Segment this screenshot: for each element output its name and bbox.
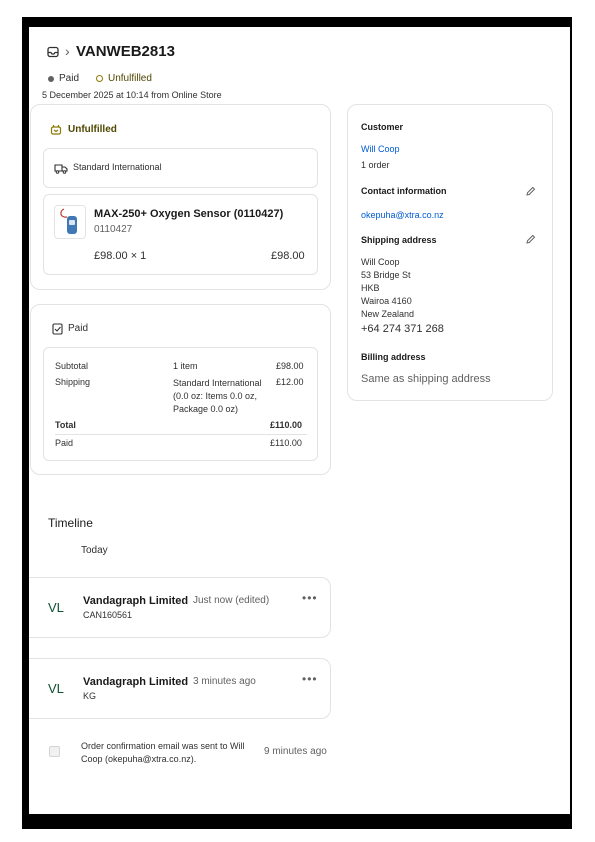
shipping-label: Shipping (55, 377, 91, 387)
shipping-address-line: HKB (361, 283, 380, 293)
payment-card (30, 304, 331, 475)
oxygen-sensor-icon (55, 206, 85, 238)
comment-menu-button[interactable]: ••• (302, 672, 318, 686)
comment-text: KG (83, 691, 97, 701)
customer-section-title: Customer (361, 122, 404, 132)
paid-dot-icon (48, 76, 54, 82)
total-value: £110.00 (270, 420, 303, 430)
timeline-comment-card (29, 577, 331, 638)
subtotal-value: £98.00 (276, 361, 304, 371)
timeline-event-time: 9 minutes ago (264, 746, 327, 757)
shipping-value: £12.00 (276, 377, 304, 387)
unfulfilled-package-icon (50, 123, 62, 135)
timeline-event-marker-icon (49, 746, 60, 757)
product-sku: 0110427 (94, 224, 133, 235)
orders-inbox-icon[interactable] (47, 46, 59, 58)
shipping-address-line: 53 Bridge St (361, 270, 411, 280)
billing-address-title: Billing address (361, 352, 426, 362)
fulfillment-status-badge: Unfulfilled (108, 73, 152, 84)
shipping-method-label: Standard International (73, 162, 162, 172)
comment-text: CAN160561 (83, 610, 133, 620)
shipping-method-box (43, 148, 318, 188)
timeline-day-label: Today (81, 545, 108, 556)
product-price-quantity: £98.00 × 1 (94, 250, 147, 262)
comment-time: 3 minutes ago (193, 676, 256, 687)
shipping-description: Standard International (0.0 oz: Items 0.0 oz, Package 0.0 oz) (173, 378, 262, 414)
shipping-address-title: Shipping address (361, 235, 437, 245)
unfulfilled-ring-icon (96, 75, 103, 82)
total-label: Total (55, 420, 76, 430)
billing-address-text: Same as shipping address (361, 373, 491, 385)
shipping-address-line: Will Coop (361, 257, 400, 267)
timeline-title: Timeline (48, 516, 93, 530)
customer-card (347, 104, 553, 401)
timeline-event-text: Order confirmation email was sent to Will Coop (okepuha@xtra.co.nz). (81, 741, 245, 764)
avatar: VL (48, 681, 64, 696)
payment-status-badge: Paid (59, 73, 80, 84)
customer-name-link[interactable]: Will Coop (361, 144, 400, 154)
subtotal-description: 1 item (173, 361, 198, 371)
shipping-address-line: New Zealand (361, 309, 415, 319)
product-line-total: £98.00 (271, 250, 305, 262)
contact-information-title: Contact information (361, 186, 447, 196)
subtotal-label: Subtotal (55, 361, 89, 371)
customer-orders-link[interactable]: 1 order (361, 160, 390, 170)
shipping-phone: +64 274 371 268 (361, 323, 444, 335)
contact-email-link[interactable]: okepuha@xtra.co.nz (361, 210, 444, 220)
order-date: 5 December 2025 at 10:14 from Online Store (42, 90, 222, 100)
edit-shipping-pencil-icon[interactable] (525, 234, 536, 245)
timeline-comment-card (29, 658, 331, 719)
payment-card-title: Paid (68, 323, 89, 334)
comment-menu-button[interactable]: ••• (302, 591, 318, 605)
paid-value: £110.00 (270, 438, 302, 448)
comment-author: Vandagraph Limited (83, 595, 189, 607)
line-item-box (43, 194, 318, 275)
product-name-link[interactable]: MAX-250+ Oxygen Sensor (0110427) (94, 208, 284, 220)
summary-divider (55, 434, 307, 435)
product-thumbnail[interactable] (54, 205, 86, 239)
paid-label: Paid (55, 438, 74, 448)
avatar: VL (48, 600, 64, 615)
payment-summary-box (43, 347, 318, 461)
edit-contact-pencil-icon[interactable] (525, 186, 536, 197)
truck-icon (54, 163, 68, 174)
fulfillment-card (30, 104, 331, 290)
comment-author: Vandagraph Limited (83, 676, 189, 688)
breadcrumb-chevron-icon: › (65, 43, 70, 59)
page-title: VANWEB2813 (76, 43, 175, 60)
comment-time: Just now (edited) (193, 595, 270, 606)
shipping-address-line: Wairoa 4160 (361, 296, 412, 306)
order-page (29, 27, 570, 814)
fulfillment-card-title: Unfulfilled (68, 124, 117, 135)
receipt-check-icon (52, 323, 63, 335)
